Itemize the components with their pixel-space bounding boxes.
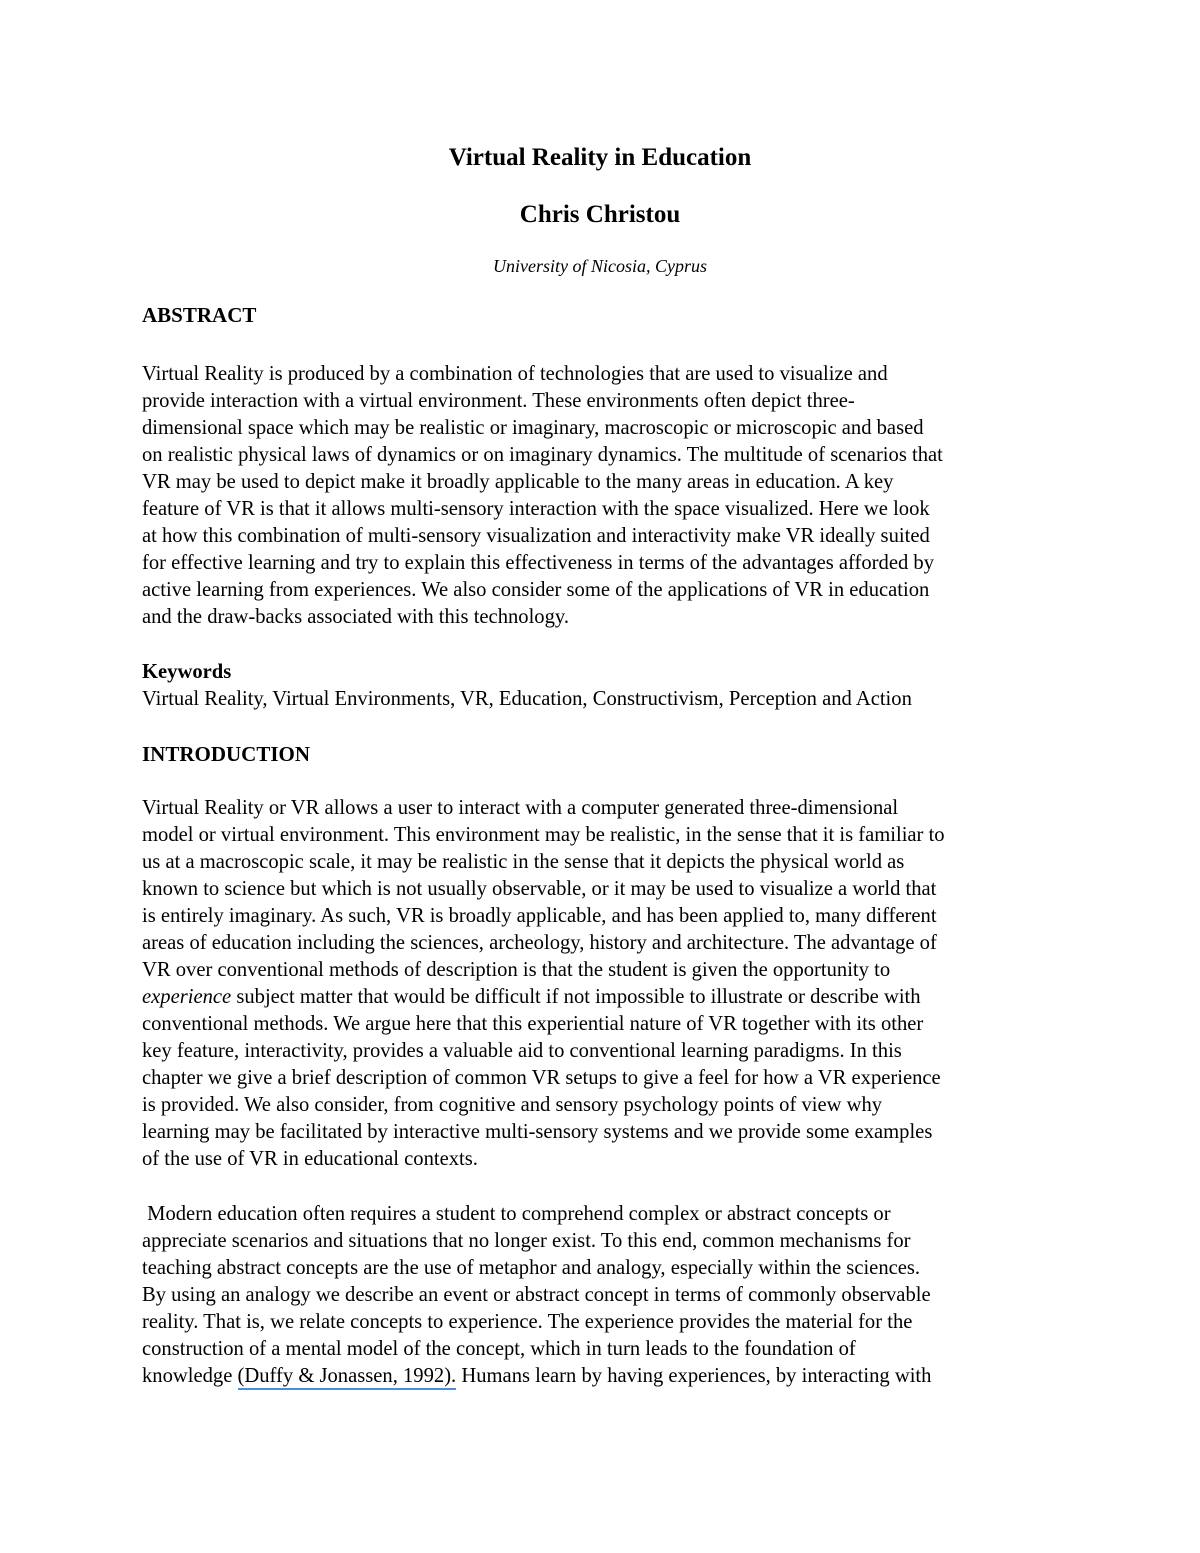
text-line: provide interaction with a virtual environment. These environments often depict three- — [142, 390, 855, 412]
text-line: areas of education including the sciences, archeology, history and architecture. The advantage of — [142, 932, 937, 954]
text-line: at how this combination of multi-sensory visualization and interactivity make VR ideally suited — [142, 525, 930, 547]
text-line: VR may be used to depict make it broadly applicable to the many areas in education. A key — [142, 471, 894, 493]
text-line: VR over conventional methods of description is that the student is given the opportunity to — [142, 959, 891, 981]
text-line: appreciate scenarios and situations that no longer exist. To this end, common mechanisms for — [142, 1230, 911, 1252]
text-line: is provided. We also consider, from cognitive and sensory psychology points of view why — [142, 1094, 883, 1116]
citation-link[interactable]: (Duffy & Jonassen, 1992). — [238, 1365, 457, 1390]
text-line: for effective learning and try to explain this effectiveness in terms of the advantages afforded by — [142, 552, 935, 574]
introduction-paragraph-2 — [142, 1201, 1072, 1390]
text-line: Virtual Reality is produced by a combination of technologies that are used to visualize and — [142, 363, 888, 385]
keywords-list — [142, 686, 1072, 713]
text-line: teaching abstract concepts are the use of metaphor and analogy, especially within the sciences. — [142, 1257, 921, 1279]
abstract-heading: ABSTRACT — [142, 303, 257, 327]
paper-title: Virtual Reality in Education — [448, 144, 752, 171]
text-line: model or virtual environment. This environment may be realistic, in the sense that it is familiar to — [142, 824, 945, 846]
text-line: on realistic physical laws of dynamics or on imaginary dynamics. The multitude of scenarios that — [142, 444, 943, 466]
author-affiliation: University of Nicosia, Cyprus — [493, 256, 707, 276]
text-line: is entirely imaginary. As such, VR is broadly applicable, and has been applied to, many different — [142, 905, 937, 927]
text-line: By using an analogy we describe an event or abstract concept in terms of commonly observable — [142, 1284, 931, 1306]
abstract-paragraph — [142, 361, 1072, 631]
text-line: Modern education often requires a student to comprehend complex or abstract concepts or — [142, 1203, 891, 1225]
text-line: learning may be facilitated by interactive multi-sensory systems and we provide some examples — [142, 1121, 933, 1143]
text-line: reality. That is, we relate concepts to experience. The experience provides the material for the — [142, 1311, 913, 1333]
text-fragment: subject matter that would be difficult if not impossible to illustrate or describe with — [231, 986, 921, 1008]
introduction-heading: INTRODUCTION — [142, 742, 311, 766]
text-line: us at a macroscopic scale, it may be realistic in the sense that it depicts the physical world as — [142, 851, 905, 873]
keywords-text: Virtual Reality, Virtual Environments, VR, Education, Constructivism, Perception and Action — [142, 688, 912, 710]
introduction-paragraph-1 — [142, 795, 1072, 1173]
text-fragment: Humans learn by having experiences, by interacting with — [456, 1365, 932, 1387]
text-line — [142, 1363, 1072, 1390]
text-line: active learning from experiences. We also consider some of the applications of VR in education — [142, 579, 930, 601]
author-name: Chris Christou — [519, 201, 681, 228]
text-line: known to science but which is not usually observable, or it may be used to visualize a world that — [142, 878, 937, 900]
text-line: conventional methods. We argue here that this experiential nature of VR together with its other — [142, 1013, 924, 1035]
text-line: and the draw-backs associated with this technology. — [142, 606, 570, 628]
text-line: chapter we give a brief description of common VR setups to give a feel for how a VR experience — [142, 1067, 941, 1089]
text-line — [142, 984, 1072, 1011]
text-line: feature of VR is that it allows multi-sensory interaction with the space visualized. Here we look — [142, 498, 930, 520]
text-line: of the use of VR in educational contexts. — [142, 1148, 478, 1170]
emphasized-word: experience — [142, 986, 232, 1008]
keywords-heading: Keywords — [142, 661, 232, 683]
text-line: construction of a mental model of the concept, which in turn leads to the foundation of — [142, 1338, 856, 1360]
text-line: Virtual Reality or VR allows a user to interact with a computer generated three-dimensional — [142, 797, 899, 819]
text-line: dimensional space which may be realistic or imaginary, macroscopic or microscopic and based — [142, 417, 924, 439]
text-fragment: knowledge — [142, 1365, 238, 1387]
text-line: key feature, interactivity, provides a valuable aid to conventional learning paradigms. In this — [142, 1040, 902, 1062]
